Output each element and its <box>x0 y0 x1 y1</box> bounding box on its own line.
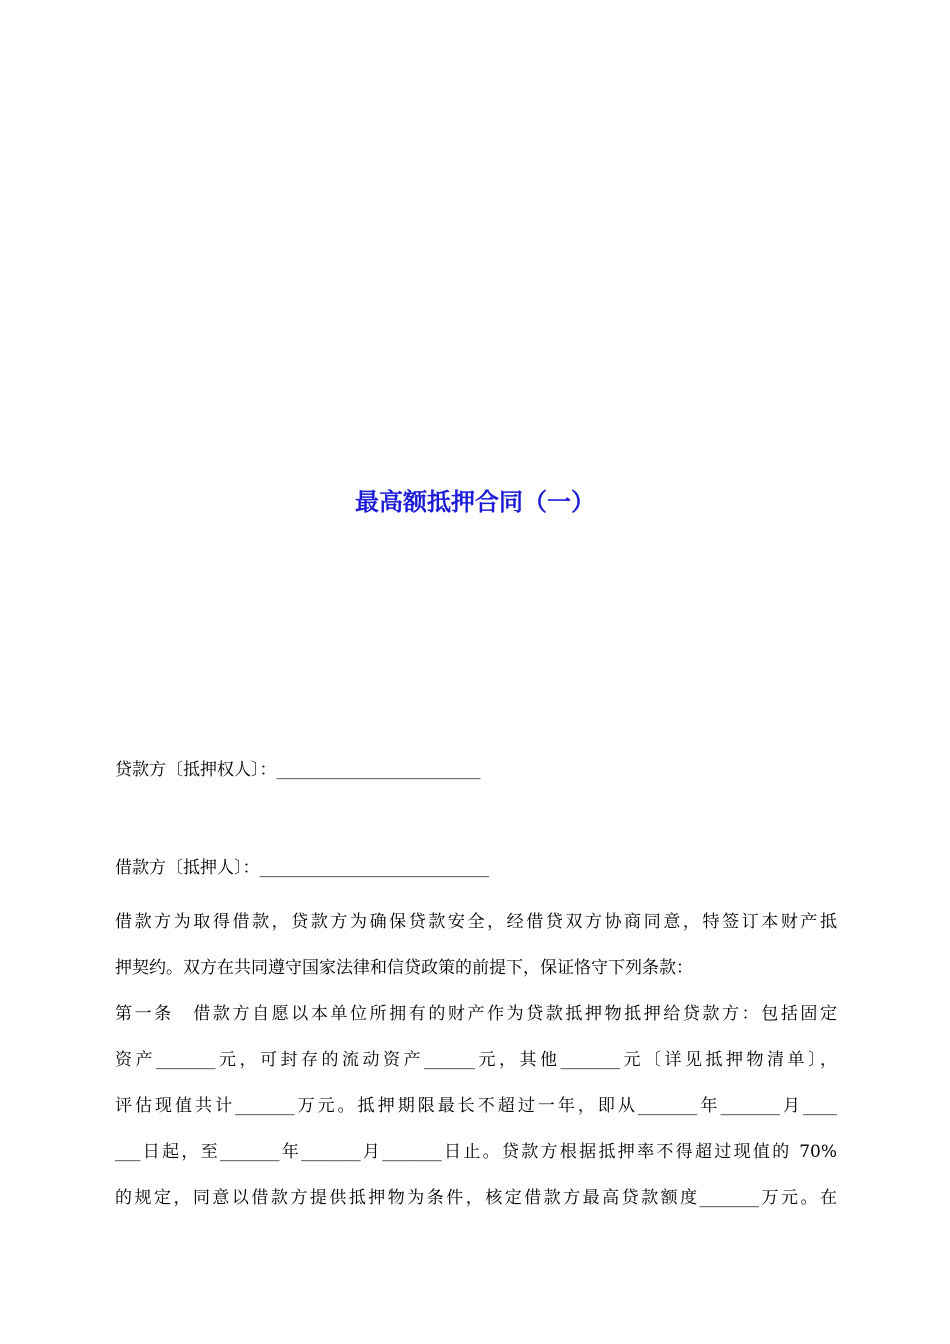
lender-label: 贷款方〔抵押权人〕： <box>115 760 277 780</box>
lender-line <box>115 757 481 783</box>
contract-body <box>115 899 837 1221</box>
borrower-line <box>115 855 489 881</box>
body-line: 的规定，同意以借款方提供抵押物为条件，核定借款方最高贷款额度_______万元。在 <box>115 1188 837 1208</box>
body-line: 押契约。双方在共同遵守国家法律和信贷政策的前提下，保证恪守下列条款： <box>115 958 693 978</box>
body-line: 评估现值共计_______万元。抵押期限最长不超过一年，即从_______年_______月____ <box>115 1096 837 1116</box>
borrower-blank: ___________________________ <box>259 858 489 878</box>
body-line: 资产_______元，可封存的流动资产______元，其他_______元〔详见抵押物清单〕， <box>115 1050 837 1070</box>
lender-blank: ________________________ <box>276 760 481 780</box>
body-line: 第一条 借款方自愿以本单位所拥有的财产作为贷款抵押物抵押给贷款方：包括固定 <box>115 1004 837 1024</box>
body-line: 借款方为取得借款，贷款方为确保贷款安全，经借贷双方协商同意，特签订本财产抵 <box>115 912 837 932</box>
borrower-label: 借款方〔抵押人〕： <box>115 858 260 878</box>
document-title: 最高额抵押合同（一） <box>355 488 595 516</box>
body-line: ___日起，至_______年_______月_______日止。贷款方根据抵押率不得超过现值的 70% <box>115 1142 837 1162</box>
